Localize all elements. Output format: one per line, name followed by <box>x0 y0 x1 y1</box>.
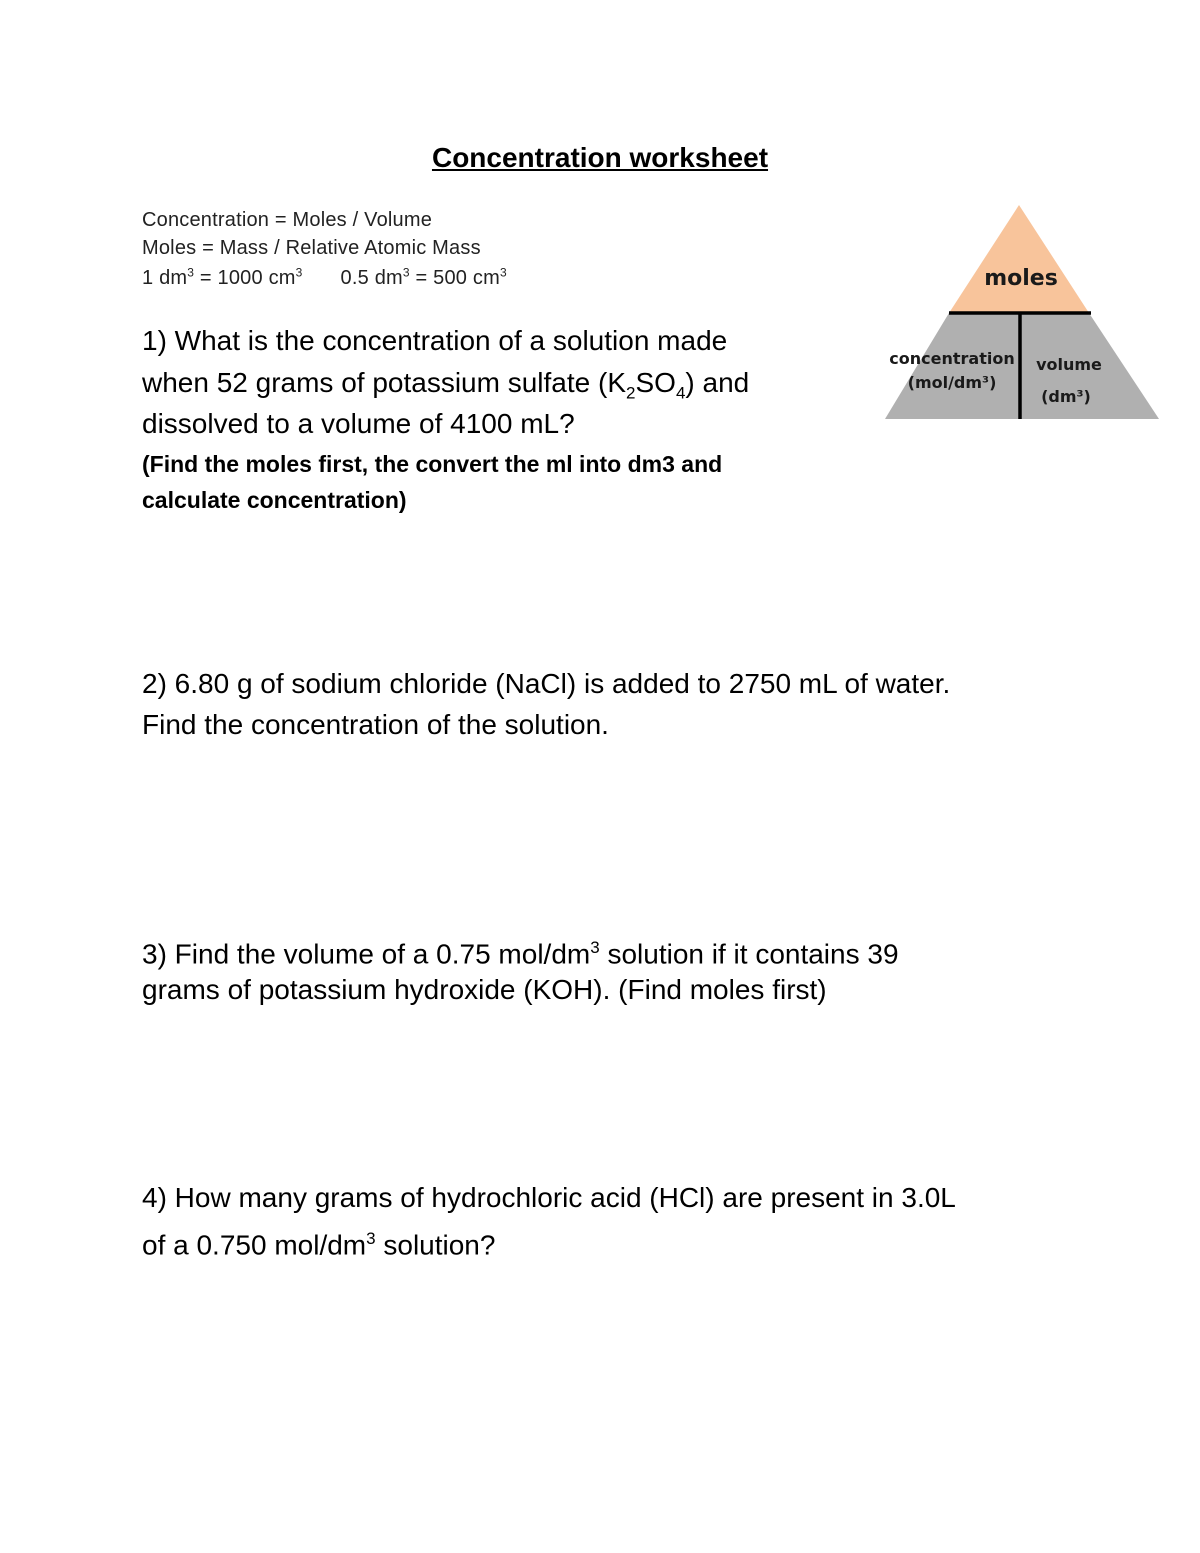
conversion-2: 0.5 $dm^3 = 500$ $cm^3$ <box>340 265 507 289</box>
question-2-line-2: Find the concentration of the solution. <box>142 709 609 740</box>
triangle-label-concentration: concentration <box>889 349 1015 368</box>
question-4-line-1: 4) How many grams of hydrochloric acid (HCl) are present in 3.0L <box>142 1182 956 1213</box>
unit-conversions <box>142 265 507 290</box>
triangle-top-section <box>949 205 1089 313</box>
question-1-line-1: 1) What is the concentration of a solution made <box>142 325 728 356</box>
question-2-line-1: 2) 6.80 g of sodium chloride (NaCl) is added to 2750 mL of water. <box>142 668 951 699</box>
question-1-hint-line-2: calculate concentration) <box>142 487 407 513</box>
triangle-label-moles: moles <box>984 266 1058 291</box>
formula-triangle-diagram <box>880 200 1164 426</box>
conversion-1: 1 $dm^3 = 1000$ $cm^3$ <box>142 265 303 289</box>
question-1-hint-line-1: (Find the moles first, the convert the ml into dm3 and <box>142 451 723 477</box>
formula-concentration: Concentration = Moles / Volume <box>142 209 433 231</box>
triangle-unit-volume: (dm³) <box>1041 387 1091 406</box>
question-1-line-3: dissolved to a volume of 4100 mL? <box>142 408 575 439</box>
question-3-line-2: grams of potassium hydroxide (KOH). (Find moles first) <box>142 974 827 1005</box>
question-3-line-1: 3) Find the volume of a 0.75 mol/$dm^3$ solution if it contains 39 <box>142 938 899 970</box>
page-title: Concentration worksheet <box>431 142 769 173</box>
question-4-line-2: of a 0.750 mol/$dm^3$ solution? <box>142 1229 496 1261</box>
question-1-line-2: when 52 grams of potassium sulfate $(K_2SO_4)$ and <box>142 367 750 403</box>
formula-moles: Moles = Mass / Relative Atomic Mass <box>142 237 481 259</box>
triangle-label-volume: volume <box>1036 355 1102 374</box>
triangle-unit-concentration: (mol/dm³) <box>907 373 997 392</box>
